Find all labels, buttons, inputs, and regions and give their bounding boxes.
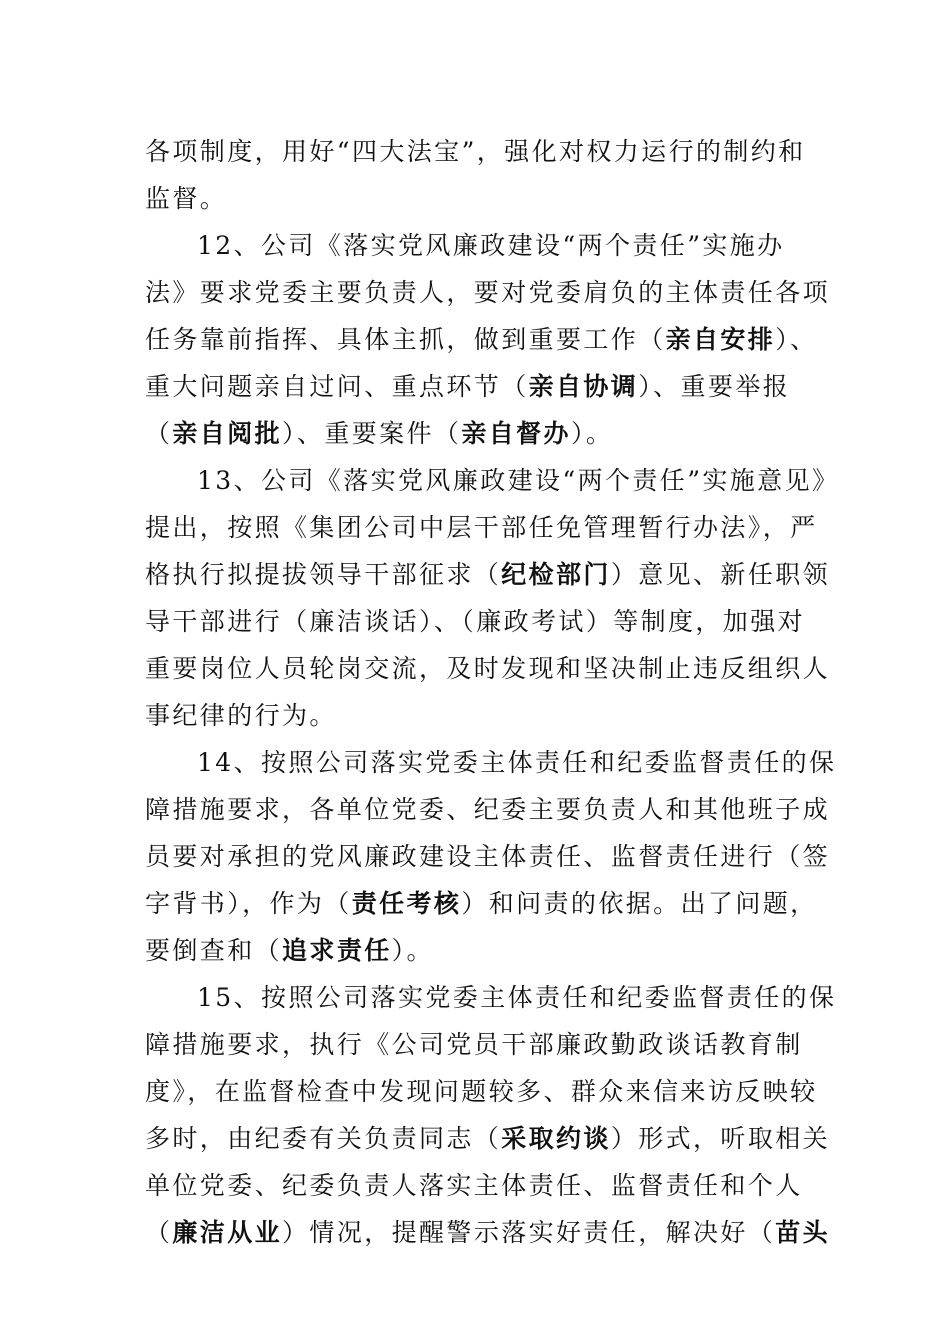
bold-answer: 亲自阅批 [172, 419, 283, 448]
paragraph-14-first-line [145, 739, 837, 786]
text-run: 监督。 [145, 184, 228, 213]
text-run: 13、公司《落实党风廉政建设“两个责任”实施意见》 [197, 466, 840, 495]
text-line [145, 1068, 818, 1115]
text-run: ）和问责的依据。出了问题， [461, 889, 818, 918]
text-line [145, 1115, 831, 1162]
text-run: ）。 [570, 419, 614, 448]
bold-answer: 苗头 [775, 1218, 831, 1247]
document-body [145, 128, 840, 1256]
text-run: 障措施要求，各单位党委、纪委主要负责人和其他班子成 [145, 795, 831, 824]
text-run: 导干部进行（廉洁谈话）、（廉政考试）等制度，加强对 [145, 607, 806, 636]
text-run: （ [145, 419, 173, 448]
text-line [145, 269, 831, 316]
text-run: 多时，由纪委有关负责同志（ [145, 1124, 502, 1153]
text-run: ）情况，提醒警示落实好责任，解决好（ [282, 1218, 776, 1247]
text-line [145, 1021, 815, 1068]
text-line [145, 927, 815, 974]
text-line [145, 551, 831, 598]
bold-answer: 亲自协调 [528, 372, 639, 401]
bold-answer: 纪检部门 [501, 560, 611, 589]
bold-answer: 亲自督办 [461, 419, 571, 448]
text-run: ）形式，听取相关 [610, 1124, 831, 1153]
text-line [145, 363, 815, 410]
text-run: ）、重要举报 [638, 372, 791, 401]
text-line [145, 316, 818, 363]
paragraph-13-first-line [145, 457, 840, 504]
text-run: ）、重要案件（ [282, 419, 462, 448]
paragraph-15-first-line [145, 974, 837, 1021]
bold-answer: 廉洁从业 [172, 1218, 283, 1247]
text-run: 度》，在监督检查中发现问题较多、群众来信来访反映较 [145, 1077, 818, 1106]
text-line [145, 598, 815, 645]
text-line [145, 1209, 831, 1256]
text-line [145, 175, 815, 222]
text-line [145, 786, 831, 833]
text-run: 提出，按照《集团公司中层干部任免管理暂行办法》，严 [145, 513, 818, 542]
text-run: 任务靠前指挥、具体主抓，做到重要工作（ [145, 325, 666, 354]
text-run: 字背书），作为（ [145, 889, 352, 918]
text-run: 12、公司《落实党风廉政建设“两个责任”实施办 [197, 231, 785, 260]
text-line [145, 504, 818, 551]
text-run: 14、按照公司落实党委主体责任和纪委监督责任的保 [197, 748, 837, 777]
text-run: ）意见、新任职领 [610, 560, 831, 589]
text-run: （ [145, 1218, 173, 1247]
text-line [145, 128, 815, 175]
text-run: 要倒查和（ [145, 936, 283, 965]
text-run: 各项制度，用好“四大法宝”，强化对权力运行的制约和 [145, 137, 806, 166]
paragraph-12-first-line [145, 222, 815, 269]
bold-answer: 采取约谈 [501, 1124, 611, 1153]
text-run: ）。 [391, 936, 434, 965]
text-line [145, 645, 831, 692]
text-line [145, 880, 818, 927]
text-run: 单位党委、纪委负责人落实主体责任、监督责任和个人 [145, 1171, 803, 1200]
text-line [145, 410, 815, 457]
text-run: 障措施要求，执行《公司党员干部廉政勤政谈话教育制 [145, 1030, 803, 1059]
text-run: 法》要求党委主要负责人，要对党委肩负的主体责任各项 [145, 278, 831, 307]
text-run: 重要岗位人员轮岗交流，及时发现和坚决制止违反组织人 [145, 654, 831, 683]
bold-answer: 追求责任 [282, 936, 392, 965]
text-line [145, 1162, 815, 1209]
text-run: 重大问题亲自过问、重点环节（ [145, 372, 529, 401]
text-run: 格执行拟提拔领导干部征求（ [145, 560, 502, 589]
bold-answer: 责任考核 [351, 889, 462, 918]
text-run: ）、 [775, 325, 818, 354]
text-run: 15、按照公司落实党委主体责任和纪委监督责任的保 [197, 983, 837, 1012]
text-line [145, 692, 815, 739]
text-run: 员要对承担的党风廉政建设主体责任、监督责任进行（签 [145, 842, 831, 871]
text-line [145, 833, 831, 880]
text-run: 事纪律的行为。 [145, 701, 337, 730]
bold-answer: 亲自安排 [665, 325, 776, 354]
